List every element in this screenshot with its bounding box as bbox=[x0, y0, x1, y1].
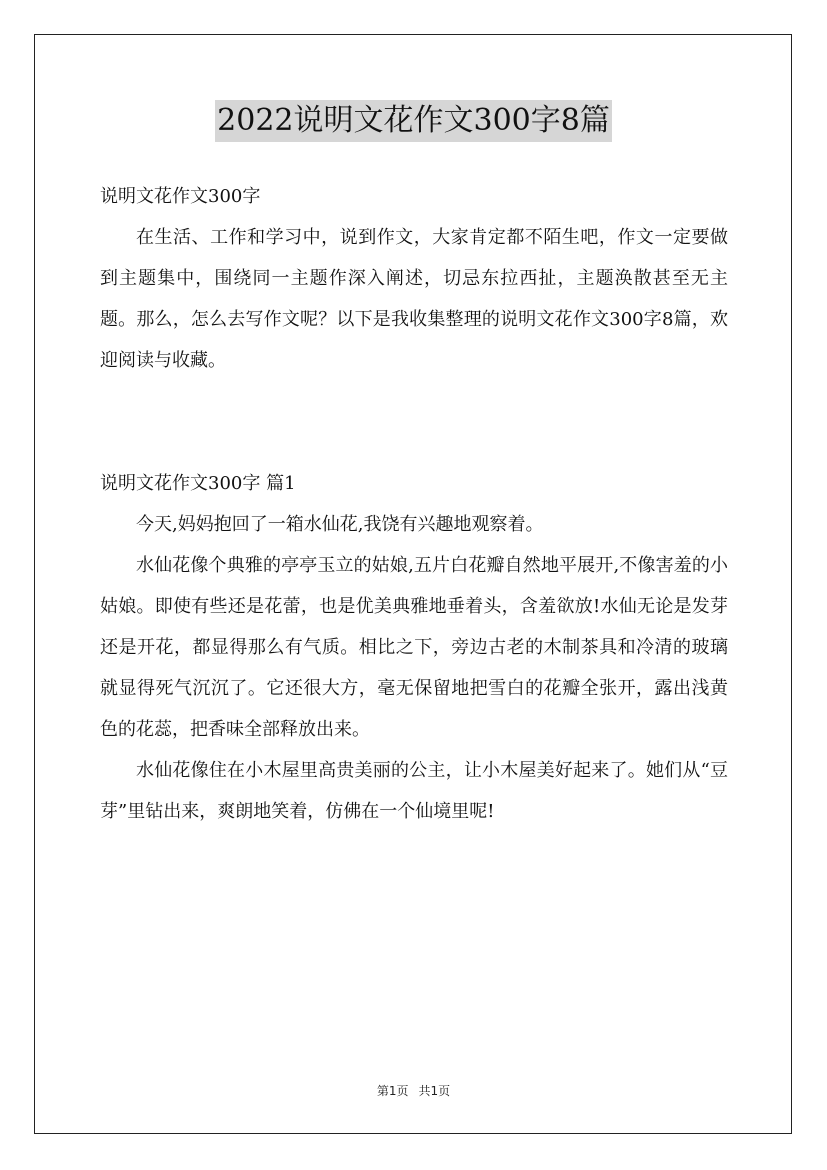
intro-heading: 说明文花作文300字 bbox=[100, 186, 261, 207]
section1-paragraph-2: 水仙花像个典雅的亭亭玉立的姑娘,五片白花瓣自然地平展开,不像害羞的小姑娘。即使有些还是花蕾，也是优美典雅地垂着头，含羞欲放!水仙无论是发芽还是开花，都显得那么有气质。相比之下，旁边古老的木制茶具和冷清的玻璃就显得死气沉沉了。它还很大方，毫无保留地把雪白的花瓣全张开，露出浅黄色的花蕊，把香味全部释放出来。 bbox=[100, 555, 728, 740]
section1-paragraph-1: 今天,妈妈抱回了一箱水仙花,我饶有兴趣地观察着。 bbox=[136, 514, 544, 535]
page-footer bbox=[0, 1082, 827, 1099]
document-title: 2022说明文花作文300字8篇 bbox=[215, 100, 612, 142]
section-spacer bbox=[100, 381, 728, 463]
section1-heading: 说明文花作文300字 篇1 bbox=[100, 473, 296, 494]
document-body bbox=[100, 176, 728, 832]
intro-paragraph: 在生活、工作和学习中，说到作文，大家肯定都不陌生吧，作文一定要做到主题集中，围绕同一主题作深入阐述，切忌东拉西扯，主题涣散甚至无主题。那么，怎么去写作文呢？以下是我收集整理的说明文花作文300字8篇，欢迎阅读与收藏。 bbox=[100, 227, 728, 371]
section1-paragraph-3: 水仙花像住在小木屋里高贵美丽的公主，让小木屋美好起来了。她们从“豆芽”里钻出来，爽朗地笑着，仿佛在一个仙境里呢! bbox=[100, 760, 728, 822]
page-number-current: 第1页 bbox=[376, 1084, 409, 1098]
title-container bbox=[0, 100, 827, 142]
page-number-total: 共1页 bbox=[418, 1084, 451, 1098]
